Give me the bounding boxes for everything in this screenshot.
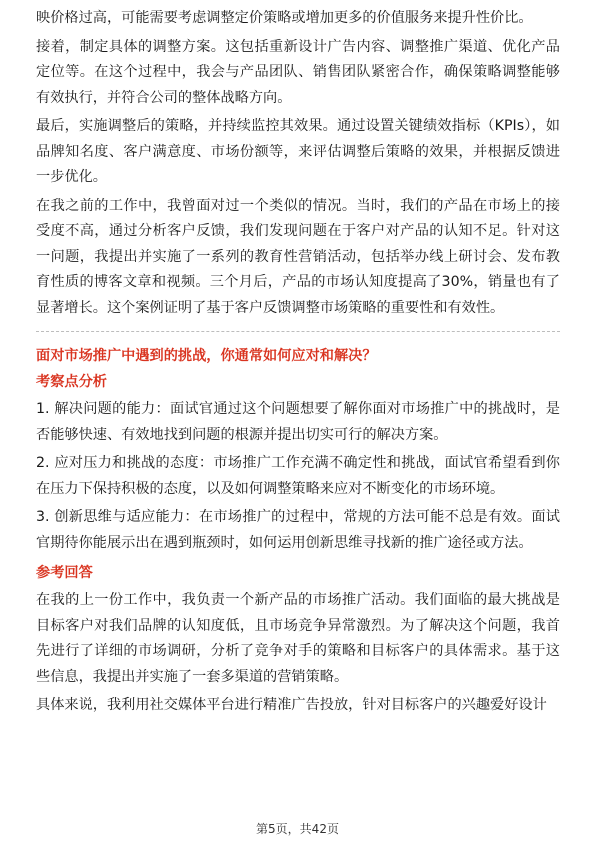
analysis-item: 2. 应对压力和挑战的态度：市场推广工作充满不确定性和挑战，面试官希望看到你在压力下保持积极的态度，以及如何调整策略来应对不断变化的市场环境。 [36, 455, 560, 497]
answer-heading: 参考回答 [36, 565, 93, 581]
analysis-item: 3. 创新思维与适应能力：在市场推广的过程中，常规的方法可能不总是有效。面试官期待你能展示出在遇到瓶颈时，如何运用创新思维寻找新的推广途径或方法。 [36, 509, 560, 551]
body-paragraph: 最后，实施调整后的策略，并持续监控其效果。通过设置关键绩效指标（KPIs），如品牌知名度、客户满意度、市场份额等，来评估调整后策略的效果，并根据反馈进一步优化。 [36, 118, 560, 185]
body-paragraph: 映价格过高，可能需要考虑调整定价策略或增加更多的价值服务来提升性价比。 [36, 10, 533, 26]
page-content [36, 6, 560, 722]
question-heading: 面对市场推广中遇到的挑战，你通常如何应对和解决？ [36, 348, 377, 364]
page-footer: 第5页，共42页 [256, 822, 339, 836]
analysis-heading: 考察点分析 [36, 374, 107, 390]
body-paragraph: 在我之前的工作中，我曾面对过一个类似的情况。当时，我们的产品在市场上的接受度不高，通过分析客户反馈，我们发现问题在于客户对产品的认知不足。针对这一问题，我提出并实施了一系列的教育性营销活动，包括举办线上研讨会、发布教育性质的博客文章和视频。三个月后，产品的市场认知度提高了30%，销量也有了显著增长。这个案例证明了基于客户反馈调整市场策略的重要性和有效性。 [36, 197, 560, 316]
analysis-item: 1. 解决问题的能力：面试官通过这个问题想要了解你面对市场推广中的挑战时，是否能够快速、有效地找到问题的根源并提出切实可行的解决方案。 [36, 401, 560, 443]
answer-paragraph: 具体来说，我利用社交媒体平台进行精准广告投放，针对目标客户的兴趣爱好设计 [36, 697, 547, 713]
answer-paragraph: 在我的上一份工作中，我负责一个新产品的市场推广活动。我们面临的最大挑战是目标客户对我们品牌的认知度低，且市场竞争异常激烈。为了解决这个问题，我首先进行了详细的市场调研，分析了竞争对手的策略和目标客户的具体需求。基于这些信息，我提出并实施了一套多渠道的营销策略。 [36, 592, 560, 685]
section-divider [36, 331, 560, 332]
body-paragraph: 接着，制定具体的调整方案。这包括重新设计广告内容、调整推广渠道、优化产品定位等。在这个过程中，我会与产品团队、销售团队紧密合作，确保策略调整能够有效执行，并符合公司的整体战略方向。 [36, 38, 560, 106]
